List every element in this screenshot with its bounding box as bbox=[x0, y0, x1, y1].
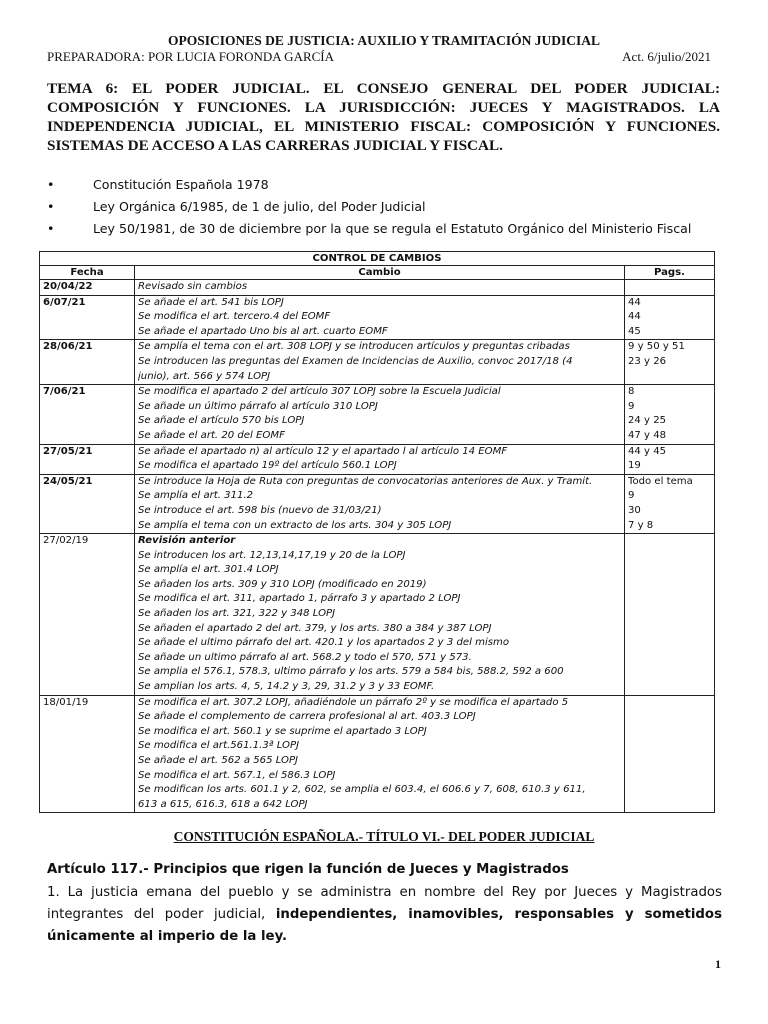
change-line: Se modifica el art. 560.1 y se suprime el apartado 3 LOPJ bbox=[138, 725, 427, 737]
change-line: Se añade el art. 541 bis LOPJ bbox=[138, 296, 284, 308]
change-date-text: 24/05/21 bbox=[43, 475, 93, 487]
change-line: Se añade un último párrafo al artículo 310 LOPJ bbox=[138, 400, 378, 412]
change-pages bbox=[625, 695, 715, 813]
reference-text: Ley 50/1981, de 30 de diciembre por la que se regula el Estatuto Orgánico del Ministerio Fiscal bbox=[93, 221, 692, 236]
change-description bbox=[135, 385, 625, 444]
column-header-pags: Pags. bbox=[625, 266, 715, 280]
reference-text: Ley Orgánica 6/1985, de 1 de julio, del Poder Judicial bbox=[93, 199, 426, 214]
bullet-icon: • bbox=[47, 221, 55, 236]
list-item bbox=[47, 175, 727, 197]
change-line: Se amplia el 576.1, 578.3, ultimo párrafo y los arts. 579 a 584 bis, 588.2, 592 a 600 bbox=[138, 666, 564, 678]
change-date bbox=[40, 295, 135, 340]
change-line: Se modifica el apartado 19º del artículo 560.1 LOPJ bbox=[138, 460, 397, 472]
tema-title: TEMA 6: EL PODER JUDICIAL. EL CONSEJO GENERAL DEL PODER JUDICIAL: COMPOSICIÓN Y FUNCIONES. LA JURISDICCIÓN: JUECES Y MAGISTRADOS. LA INDEPENDENCIA JUDICIAL, EL MINISTERIO FISCAL: COMPOSICIÓN Y FUNCIONES. SISTEMAS DE ACCESO A LAS CARRERAS JUDICIAL Y FISCAL. bbox=[47, 80, 720, 154]
change-pages bbox=[625, 444, 715, 474]
change-line: Se introducen las preguntas del Examen de Incidencias de Auxilio, convoc 2017/18 (4 bbox=[138, 355, 573, 367]
change-date bbox=[40, 340, 135, 385]
change-line: Revisión anterior bbox=[138, 535, 236, 547]
change-line: Se modifica el art. 311, apartado 1, párrafo 3 y apartado 2 LOPJ bbox=[138, 593, 461, 605]
update-date: Act. 6/julio/2021 bbox=[622, 49, 711, 64]
change-line: Se modifica el art. tercero.4 del EOMF bbox=[138, 311, 331, 323]
change-line: Se amplía el tema con un extracto de los arts. 304 y 305 LOPJ bbox=[138, 519, 452, 531]
change-page-ref: 24 y 25 bbox=[628, 415, 667, 427]
change-page-ref: 45 bbox=[628, 325, 641, 337]
change-page-ref: 7 y 8 bbox=[628, 519, 654, 531]
change-line: Se añade el art. 562 a 565 LOPJ bbox=[138, 755, 299, 766]
change-page-ref bbox=[628, 370, 711, 385]
change-line: Se introduce el art. 598 bis (nuevo de 31/03/21) bbox=[138, 504, 382, 516]
article-body-end: . bbox=[282, 929, 288, 944]
list-item bbox=[47, 197, 727, 219]
change-line: Se introduce la Hoja de Ruta con preguntas de convocatorias anteriores de Aux. y Tramit. bbox=[138, 475, 593, 487]
change-line: Se añade el apartado Uno bis al art. cuarto EOMF bbox=[138, 325, 388, 337]
change-page-ref bbox=[628, 534, 711, 549]
changes-table bbox=[39, 251, 715, 813]
change-page-ref: 9 bbox=[628, 400, 635, 412]
change-line: Se modifica el art. 307.2 LOPJ, añadiéndole un párrafo 2º y se modifica el apartado 5 bbox=[138, 696, 569, 708]
change-line: Se modifica el apartado 2 del artículo 307 LOPJ sobre la Escuela Judicial bbox=[138, 386, 501, 398]
change-page-ref: 44 bbox=[628, 311, 641, 323]
change-page-ref: 9 bbox=[628, 490, 635, 502]
change-page-ref: Todo el tema bbox=[628, 475, 693, 487]
change-date-text: 27/02/19 bbox=[43, 535, 89, 547]
change-line: Se modifican los arts. 601.1 y 2, 602, se amplia el 603.4, el 606.6 y 7, 608, 610.3 y 611, bbox=[138, 784, 586, 796]
change-page-ref: 47 y 48 bbox=[628, 429, 667, 441]
change-line: junio), art. 566 y 574 LOPJ bbox=[138, 370, 271, 382]
table-row bbox=[40, 340, 715, 385]
change-line: Se amplía el art. 301.4 LOPJ bbox=[138, 564, 279, 576]
change-line: Se añade el ultimo párrafo del art. 420.1 y los apartados 2 y 3 del mismo bbox=[138, 637, 510, 649]
page-number: 1 bbox=[715, 957, 721, 971]
change-pages bbox=[625, 295, 715, 340]
change-pages bbox=[625, 534, 715, 696]
change-page-ref: 9 y 50 y 51 bbox=[628, 341, 685, 353]
change-page-ref bbox=[628, 280, 711, 295]
change-page-ref: 23 y 26 bbox=[628, 355, 667, 367]
section-title: CONSTITUCIÓN ESPAÑOLA.- TÍTULO VI.- DEL PODER JUDICIAL bbox=[173, 829, 595, 844]
change-line: Se añaden los art. 321, 322 y 348 LOPJ bbox=[138, 608, 336, 620]
change-line: Se modifica el art. 567.1, el 586.3 LOPJ bbox=[138, 769, 336, 781]
change-line: Se añade un ultimo párrafo al art. 568.2 y todo el 570, 571 y 573. bbox=[138, 651, 472, 663]
change-line: Se amplía el tema con el art. 308 LOPJ y se introducen artículos y preguntas cribadas bbox=[138, 341, 570, 353]
change-line: Se añaden los arts. 309 y 310 LOPJ (modificado en 2019) bbox=[138, 578, 427, 590]
change-description bbox=[135, 474, 625, 533]
table-row bbox=[40, 534, 715, 696]
change-date-text: 18/01/19 bbox=[43, 696, 89, 708]
change-date-text: 7/06/21 bbox=[43, 386, 86, 398]
document-header-title: OPOSICIONES DE JUSTICIA: AUXILIO Y TRAMITACIÓN JUDICIAL bbox=[167, 33, 601, 48]
author: PREPARADORA: POR LUCIA FORONDA GARCÍA bbox=[47, 49, 335, 64]
article-body-emphasis: independientes, inamovibles, responsables y sometidos únicamente al imperio de la ley bbox=[47, 907, 722, 944]
change-page-ref: 19 bbox=[628, 460, 641, 472]
change-line: Se añaden el apartado 2 del art. 379, y los arts. 380 a 384 y 387 LOPJ bbox=[138, 622, 492, 634]
change-page-ref bbox=[628, 696, 711, 711]
change-date bbox=[40, 385, 135, 444]
change-line: Se amplía el art. 311.2 bbox=[138, 490, 254, 502]
change-page-ref: 30 bbox=[628, 504, 641, 516]
table-row bbox=[40, 295, 715, 340]
change-pages bbox=[625, 340, 715, 385]
changes-table-body bbox=[40, 280, 715, 813]
references-list bbox=[47, 175, 727, 241]
change-line: Se añade el art. 20 del EOMF bbox=[138, 429, 285, 441]
list-item bbox=[47, 219, 727, 241]
table-row bbox=[40, 474, 715, 533]
change-date bbox=[40, 534, 135, 696]
change-line: Se añade el apartado n) al artículo 12 y el apartado l al artículo 14 EOMF bbox=[138, 445, 508, 457]
change-line: Se amplian los arts. 4, 5, 14.2 y 3, 29, 31.2 y 3 y 33 EOMF. bbox=[138, 681, 435, 693]
change-line: Se añade el complemento de carrera profesional al art. 403.3 LOPJ bbox=[138, 711, 476, 723]
change-description bbox=[135, 340, 625, 385]
change-description bbox=[135, 695, 625, 813]
change-page-ref: 8 bbox=[628, 386, 635, 398]
change-pages bbox=[625, 385, 715, 444]
table-row bbox=[40, 695, 715, 813]
column-header-fecha: Fecha bbox=[40, 266, 135, 280]
document-header-author-line bbox=[47, 49, 711, 65]
change-page-ref: 44 bbox=[628, 296, 641, 308]
change-pages bbox=[625, 280, 715, 296]
bullet-icon: • bbox=[47, 177, 55, 192]
table-row bbox=[40, 280, 715, 296]
change-description bbox=[135, 280, 625, 296]
change-date bbox=[40, 444, 135, 474]
article-title: Artículo 117.- Principios que rigen la función de Jueces y Magistrados bbox=[47, 862, 569, 877]
change-page-ref: 44 y 45 bbox=[628, 445, 667, 457]
table-row bbox=[40, 444, 715, 474]
change-line: 613 a 615, 616.3, 618 a 642 LOPJ bbox=[138, 798, 308, 810]
table-row bbox=[40, 385, 715, 444]
change-date bbox=[40, 280, 135, 296]
change-description bbox=[135, 534, 625, 696]
bullet-icon: • bbox=[47, 199, 55, 214]
change-line: Revisado sin cambios bbox=[138, 281, 248, 292]
change-line: Se añade el artículo 570 bis LOPJ bbox=[138, 415, 305, 427]
change-line: Se modifica el art.561.1.3ª LOPJ bbox=[138, 740, 300, 752]
reference-text: Constitución Española 1978 bbox=[93, 177, 269, 192]
change-date bbox=[40, 695, 135, 813]
change-date bbox=[40, 474, 135, 533]
table-caption: CONTROL DE CAMBIOS bbox=[40, 252, 715, 266]
change-date-text: 27/05/21 bbox=[43, 445, 93, 457]
column-header-cambio: Cambio bbox=[135, 266, 625, 280]
change-line: Se introducen los art. 12,13,14,17,19 y 20 de la LOPJ bbox=[138, 549, 406, 561]
change-description bbox=[135, 444, 625, 474]
change-description bbox=[135, 295, 625, 340]
change-pages bbox=[625, 474, 715, 533]
change-date-text: 6/07/21 bbox=[43, 296, 86, 308]
change-date-text: 28/06/21 bbox=[43, 341, 93, 353]
article-body-text: 1. La justicia emana del pueblo y se administra en nombre del Rey por Jueces y Magistrados integrantes del poder judicial, bbox=[47, 885, 722, 922]
article-body bbox=[47, 882, 722, 948]
change-date-text: 20/04/22 bbox=[43, 281, 93, 292]
